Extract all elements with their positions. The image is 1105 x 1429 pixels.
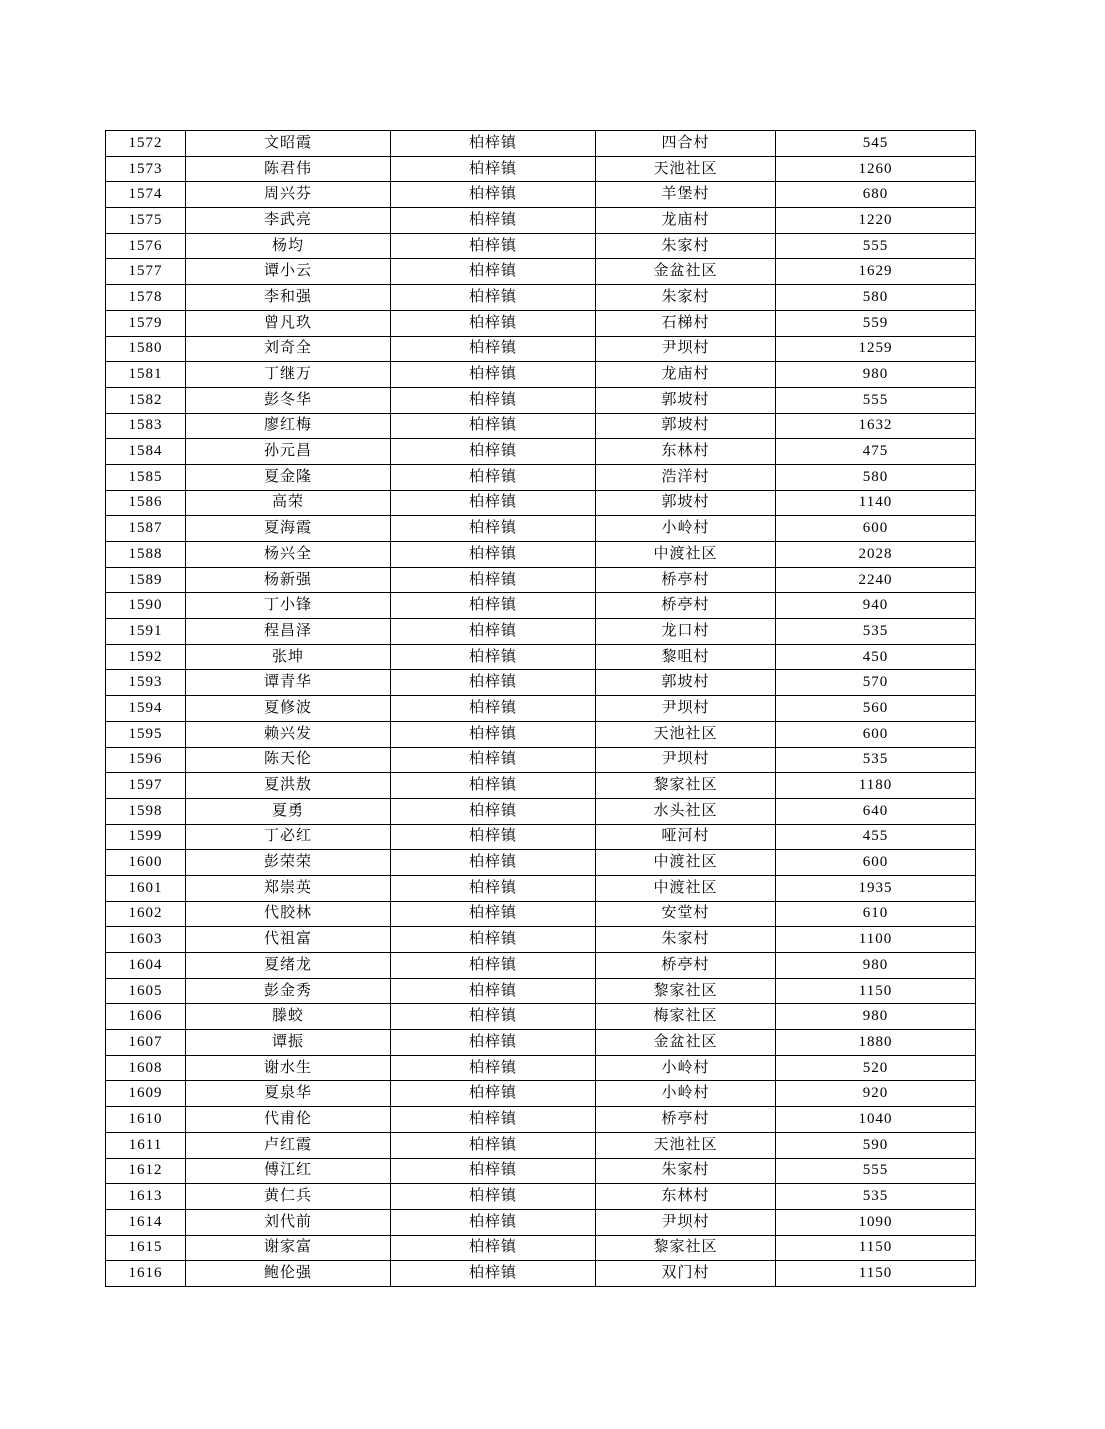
table-row xyxy=(106,1158,976,1184)
cell-id: 1591 xyxy=(106,619,186,645)
cell-village: 金盆社区 xyxy=(596,1030,776,1056)
cell-name: 曾凡玖 xyxy=(186,310,391,336)
table-row xyxy=(106,824,976,850)
table-row xyxy=(106,233,976,259)
cell-village: 小岭村 xyxy=(596,1081,776,1107)
cell-village: 桥亭村 xyxy=(596,593,776,619)
cell-amount: 555 xyxy=(776,387,976,413)
table-row xyxy=(106,1004,976,1030)
cell-id: 1594 xyxy=(106,696,186,722)
cell-town: 柏梓镇 xyxy=(391,1030,596,1056)
cell-id: 1610 xyxy=(106,1107,186,1133)
cell-town: 柏梓镇 xyxy=(391,439,596,465)
table-row xyxy=(106,259,976,285)
cell-name: 夏金隆 xyxy=(186,464,391,490)
table-row xyxy=(106,670,976,696)
cell-amount: 1140 xyxy=(776,490,976,516)
cell-town: 柏梓镇 xyxy=(391,1081,596,1107)
cell-town: 柏梓镇 xyxy=(391,670,596,696)
cell-amount: 475 xyxy=(776,439,976,465)
cell-town: 柏梓镇 xyxy=(391,747,596,773)
cell-name: 丁继万 xyxy=(186,362,391,388)
table-row xyxy=(106,208,976,234)
cell-name: 滕蛟 xyxy=(186,1004,391,1030)
roster-table-body xyxy=(106,131,976,1287)
cell-name: 郑崇英 xyxy=(186,875,391,901)
table-row xyxy=(106,1235,976,1261)
cell-village: 羊堡村 xyxy=(596,182,776,208)
cell-village: 黎家社区 xyxy=(596,978,776,1004)
cell-name: 夏绪龙 xyxy=(186,953,391,979)
cell-amount: 580 xyxy=(776,285,976,311)
table-row xyxy=(106,850,976,876)
cell-id: 1585 xyxy=(106,464,186,490)
cell-town: 柏梓镇 xyxy=(391,310,596,336)
table-row xyxy=(106,593,976,619)
table-row xyxy=(106,542,976,568)
cell-town: 柏梓镇 xyxy=(391,567,596,593)
cell-id: 1607 xyxy=(106,1030,186,1056)
table-row xyxy=(106,336,976,362)
cell-amount: 920 xyxy=(776,1081,976,1107)
cell-amount: 1880 xyxy=(776,1030,976,1056)
table-row xyxy=(106,362,976,388)
cell-id: 1605 xyxy=(106,978,186,1004)
cell-id: 1600 xyxy=(106,850,186,876)
cell-village: 东林村 xyxy=(596,439,776,465)
cell-amount: 1100 xyxy=(776,927,976,953)
cell-town: 柏梓镇 xyxy=(391,721,596,747)
cell-town: 柏梓镇 xyxy=(391,1004,596,1030)
cell-village: 郭坡村 xyxy=(596,670,776,696)
cell-name: 李武亮 xyxy=(186,208,391,234)
cell-id: 1587 xyxy=(106,516,186,542)
cell-id: 1593 xyxy=(106,670,186,696)
table-row xyxy=(106,953,976,979)
cell-village: 桥亭村 xyxy=(596,953,776,979)
cell-town: 柏梓镇 xyxy=(391,1107,596,1133)
cell-name: 夏海霞 xyxy=(186,516,391,542)
cell-town: 柏梓镇 xyxy=(391,1235,596,1261)
cell-name: 代祖富 xyxy=(186,927,391,953)
cell-town: 柏梓镇 xyxy=(391,490,596,516)
cell-village: 天池社区 xyxy=(596,1132,776,1158)
table-row xyxy=(106,464,976,490)
table-row xyxy=(106,1055,976,1081)
cell-village: 郭坡村 xyxy=(596,490,776,516)
cell-id: 1599 xyxy=(106,824,186,850)
cell-name: 谢家富 xyxy=(186,1235,391,1261)
cell-amount: 1150 xyxy=(776,978,976,1004)
cell-town: 柏梓镇 xyxy=(391,516,596,542)
cell-name: 张坤 xyxy=(186,644,391,670)
cell-name: 卢红霞 xyxy=(186,1132,391,1158)
cell-amount: 1090 xyxy=(776,1209,976,1235)
cell-name: 赖兴发 xyxy=(186,721,391,747)
table-row xyxy=(106,285,976,311)
cell-village: 黎家社区 xyxy=(596,773,776,799)
cell-town: 柏梓镇 xyxy=(391,362,596,388)
cell-village: 天池社区 xyxy=(596,156,776,182)
table-row xyxy=(106,1209,976,1235)
cell-name: 鲍伦强 xyxy=(186,1261,391,1287)
cell-town: 柏梓镇 xyxy=(391,387,596,413)
cell-name: 夏泉华 xyxy=(186,1081,391,1107)
cell-village: 尹坝村 xyxy=(596,696,776,722)
cell-id: 1592 xyxy=(106,644,186,670)
cell-amount: 2028 xyxy=(776,542,976,568)
cell-village: 尹坝村 xyxy=(596,747,776,773)
cell-town: 柏梓镇 xyxy=(391,464,596,490)
table-row xyxy=(106,490,976,516)
cell-name: 谢水生 xyxy=(186,1055,391,1081)
table-row xyxy=(106,747,976,773)
cell-town: 柏梓镇 xyxy=(391,336,596,362)
cell-village: 尹坝村 xyxy=(596,336,776,362)
table-row xyxy=(106,773,976,799)
cell-village: 小岭村 xyxy=(596,1055,776,1081)
cell-id: 1576 xyxy=(106,233,186,259)
cell-town: 柏梓镇 xyxy=(391,850,596,876)
cell-id: 1573 xyxy=(106,156,186,182)
cell-id: 1582 xyxy=(106,387,186,413)
cell-amount: 535 xyxy=(776,747,976,773)
cell-id: 1606 xyxy=(106,1004,186,1030)
cell-town: 柏梓镇 xyxy=(391,156,596,182)
cell-town: 柏梓镇 xyxy=(391,644,596,670)
cell-amount: 1259 xyxy=(776,336,976,362)
cell-village: 天池社区 xyxy=(596,721,776,747)
cell-id: 1579 xyxy=(106,310,186,336)
cell-amount: 580 xyxy=(776,464,976,490)
cell-village: 中渡社区 xyxy=(596,850,776,876)
cell-name: 彭金秀 xyxy=(186,978,391,1004)
table-row xyxy=(106,901,976,927)
cell-name: 杨兴全 xyxy=(186,542,391,568)
cell-town: 柏梓镇 xyxy=(391,901,596,927)
cell-village: 黎家社区 xyxy=(596,1235,776,1261)
cell-id: 1583 xyxy=(106,413,186,439)
table-row xyxy=(106,1184,976,1210)
cell-id: 1586 xyxy=(106,490,186,516)
cell-name: 程昌泽 xyxy=(186,619,391,645)
cell-village: 朱家村 xyxy=(596,285,776,311)
cell-village: 桥亭村 xyxy=(596,1107,776,1133)
cell-amount: 980 xyxy=(776,953,976,979)
table-row xyxy=(106,156,976,182)
roster-table xyxy=(105,130,976,1287)
cell-name: 陈君伟 xyxy=(186,156,391,182)
cell-village: 郭坡村 xyxy=(596,413,776,439)
cell-amount: 2240 xyxy=(776,567,976,593)
cell-town: 柏梓镇 xyxy=(391,1184,596,1210)
cell-amount: 640 xyxy=(776,798,976,824)
cell-town: 柏梓镇 xyxy=(391,285,596,311)
cell-id: 1616 xyxy=(106,1261,186,1287)
cell-amount: 455 xyxy=(776,824,976,850)
table-row xyxy=(106,516,976,542)
cell-village: 东林村 xyxy=(596,1184,776,1210)
cell-name: 廖红梅 xyxy=(186,413,391,439)
cell-village: 朱家村 xyxy=(596,233,776,259)
cell-amount: 610 xyxy=(776,901,976,927)
table-row xyxy=(106,927,976,953)
cell-amount: 545 xyxy=(776,131,976,157)
cell-town: 柏梓镇 xyxy=(391,208,596,234)
table-row xyxy=(106,619,976,645)
cell-id: 1578 xyxy=(106,285,186,311)
table-row xyxy=(106,1107,976,1133)
cell-town: 柏梓镇 xyxy=(391,233,596,259)
cell-amount: 1220 xyxy=(776,208,976,234)
table-row xyxy=(106,439,976,465)
cell-id: 1613 xyxy=(106,1184,186,1210)
cell-name: 刘奇全 xyxy=(186,336,391,362)
cell-town: 柏梓镇 xyxy=(391,927,596,953)
cell-name: 彭冬华 xyxy=(186,387,391,413)
cell-town: 柏梓镇 xyxy=(391,1158,596,1184)
table-row xyxy=(106,182,976,208)
cell-id: 1603 xyxy=(106,927,186,953)
cell-amount: 1260 xyxy=(776,156,976,182)
cell-village: 黎咀村 xyxy=(596,644,776,670)
cell-id: 1612 xyxy=(106,1158,186,1184)
cell-id: 1602 xyxy=(106,901,186,927)
cell-name: 丁小锋 xyxy=(186,593,391,619)
cell-name: 谭振 xyxy=(186,1030,391,1056)
cell-id: 1575 xyxy=(106,208,186,234)
cell-id: 1596 xyxy=(106,747,186,773)
cell-village: 龙庙村 xyxy=(596,208,776,234)
cell-name: 代甫伦 xyxy=(186,1107,391,1133)
cell-name: 李和强 xyxy=(186,285,391,311)
cell-amount: 600 xyxy=(776,721,976,747)
table-row xyxy=(106,798,976,824)
cell-town: 柏梓镇 xyxy=(391,1209,596,1235)
cell-id: 1584 xyxy=(106,439,186,465)
cell-id: 1581 xyxy=(106,362,186,388)
table-row xyxy=(106,1081,976,1107)
cell-town: 柏梓镇 xyxy=(391,696,596,722)
cell-town: 柏梓镇 xyxy=(391,1132,596,1158)
table-row xyxy=(106,696,976,722)
cell-village: 安堂村 xyxy=(596,901,776,927)
cell-id: 1574 xyxy=(106,182,186,208)
cell-village: 朱家村 xyxy=(596,1158,776,1184)
cell-town: 柏梓镇 xyxy=(391,131,596,157)
cell-town: 柏梓镇 xyxy=(391,593,596,619)
cell-amount: 535 xyxy=(776,619,976,645)
cell-town: 柏梓镇 xyxy=(391,773,596,799)
cell-name: 文昭霞 xyxy=(186,131,391,157)
cell-id: 1580 xyxy=(106,336,186,362)
table-row xyxy=(106,1261,976,1287)
cell-amount: 559 xyxy=(776,310,976,336)
cell-id: 1597 xyxy=(106,773,186,799)
cell-name: 周兴芬 xyxy=(186,182,391,208)
cell-village: 石梯村 xyxy=(596,310,776,336)
cell-village: 桥亭村 xyxy=(596,567,776,593)
cell-village: 金盆社区 xyxy=(596,259,776,285)
cell-name: 夏洪敖 xyxy=(186,773,391,799)
cell-id: 1598 xyxy=(106,798,186,824)
cell-amount: 600 xyxy=(776,516,976,542)
cell-amount: 535 xyxy=(776,1184,976,1210)
cell-amount: 1935 xyxy=(776,875,976,901)
cell-amount: 570 xyxy=(776,670,976,696)
cell-id: 1614 xyxy=(106,1209,186,1235)
cell-village: 哑河村 xyxy=(596,824,776,850)
table-row xyxy=(106,644,976,670)
cell-amount: 555 xyxy=(776,1158,976,1184)
cell-amount: 600 xyxy=(776,850,976,876)
cell-id: 1572 xyxy=(106,131,186,157)
cell-amount: 1629 xyxy=(776,259,976,285)
cell-id: 1589 xyxy=(106,567,186,593)
cell-amount: 980 xyxy=(776,1004,976,1030)
cell-town: 柏梓镇 xyxy=(391,875,596,901)
cell-id: 1604 xyxy=(106,953,186,979)
table-row xyxy=(106,1030,976,1056)
cell-amount: 1150 xyxy=(776,1235,976,1261)
cell-amount: 555 xyxy=(776,233,976,259)
cell-id: 1595 xyxy=(106,721,186,747)
cell-name: 谭小云 xyxy=(186,259,391,285)
cell-town: 柏梓镇 xyxy=(391,413,596,439)
cell-town: 柏梓镇 xyxy=(391,1055,596,1081)
table-row xyxy=(106,131,976,157)
cell-name: 高荣 xyxy=(186,490,391,516)
cell-village: 浩洋村 xyxy=(596,464,776,490)
cell-village: 郭坡村 xyxy=(596,387,776,413)
cell-amount: 590 xyxy=(776,1132,976,1158)
cell-name: 杨均 xyxy=(186,233,391,259)
table-row xyxy=(106,1132,976,1158)
cell-amount: 1150 xyxy=(776,1261,976,1287)
cell-name: 陈天伦 xyxy=(186,747,391,773)
cell-village: 四合村 xyxy=(596,131,776,157)
cell-amount: 520 xyxy=(776,1055,976,1081)
table-row xyxy=(106,567,976,593)
table-row xyxy=(106,978,976,1004)
cell-id: 1588 xyxy=(106,542,186,568)
cell-id: 1590 xyxy=(106,593,186,619)
cell-amount: 940 xyxy=(776,593,976,619)
cell-town: 柏梓镇 xyxy=(391,798,596,824)
cell-village: 梅家社区 xyxy=(596,1004,776,1030)
table-row xyxy=(106,721,976,747)
cell-village: 龙庙村 xyxy=(596,362,776,388)
cell-name: 傅江红 xyxy=(186,1158,391,1184)
cell-id: 1601 xyxy=(106,875,186,901)
cell-village: 中渡社区 xyxy=(596,875,776,901)
cell-village: 双门村 xyxy=(596,1261,776,1287)
table-row xyxy=(106,387,976,413)
cell-id: 1577 xyxy=(106,259,186,285)
cell-id: 1615 xyxy=(106,1235,186,1261)
cell-name: 孙元昌 xyxy=(186,439,391,465)
table-row xyxy=(106,875,976,901)
cell-name: 谭青华 xyxy=(186,670,391,696)
cell-village: 中渡社区 xyxy=(596,542,776,568)
cell-amount: 1632 xyxy=(776,413,976,439)
cell-name: 夏勇 xyxy=(186,798,391,824)
cell-town: 柏梓镇 xyxy=(391,978,596,1004)
cell-name: 代胶林 xyxy=(186,901,391,927)
cell-name: 杨新强 xyxy=(186,567,391,593)
cell-id: 1608 xyxy=(106,1055,186,1081)
cell-town: 柏梓镇 xyxy=(391,619,596,645)
cell-amount: 450 xyxy=(776,644,976,670)
cell-name: 刘代前 xyxy=(186,1209,391,1235)
cell-village: 尹坝村 xyxy=(596,1209,776,1235)
cell-town: 柏梓镇 xyxy=(391,182,596,208)
cell-amount: 560 xyxy=(776,696,976,722)
cell-amount: 980 xyxy=(776,362,976,388)
cell-name: 彭荣荣 xyxy=(186,850,391,876)
table-row xyxy=(106,413,976,439)
cell-amount: 1180 xyxy=(776,773,976,799)
cell-village: 小岭村 xyxy=(596,516,776,542)
cell-amount: 680 xyxy=(776,182,976,208)
cell-name: 丁必红 xyxy=(186,824,391,850)
cell-village: 朱家村 xyxy=(596,927,776,953)
cell-id: 1609 xyxy=(106,1081,186,1107)
cell-town: 柏梓镇 xyxy=(391,953,596,979)
cell-name: 夏修波 xyxy=(186,696,391,722)
cell-town: 柏梓镇 xyxy=(391,542,596,568)
cell-town: 柏梓镇 xyxy=(391,1261,596,1287)
cell-amount: 1040 xyxy=(776,1107,976,1133)
cell-village: 龙口村 xyxy=(596,619,776,645)
cell-town: 柏梓镇 xyxy=(391,824,596,850)
table-row xyxy=(106,310,976,336)
cell-village: 水头社区 xyxy=(596,798,776,824)
cell-id: 1611 xyxy=(106,1132,186,1158)
cell-town: 柏梓镇 xyxy=(391,259,596,285)
cell-name: 黄仁兵 xyxy=(186,1184,391,1210)
